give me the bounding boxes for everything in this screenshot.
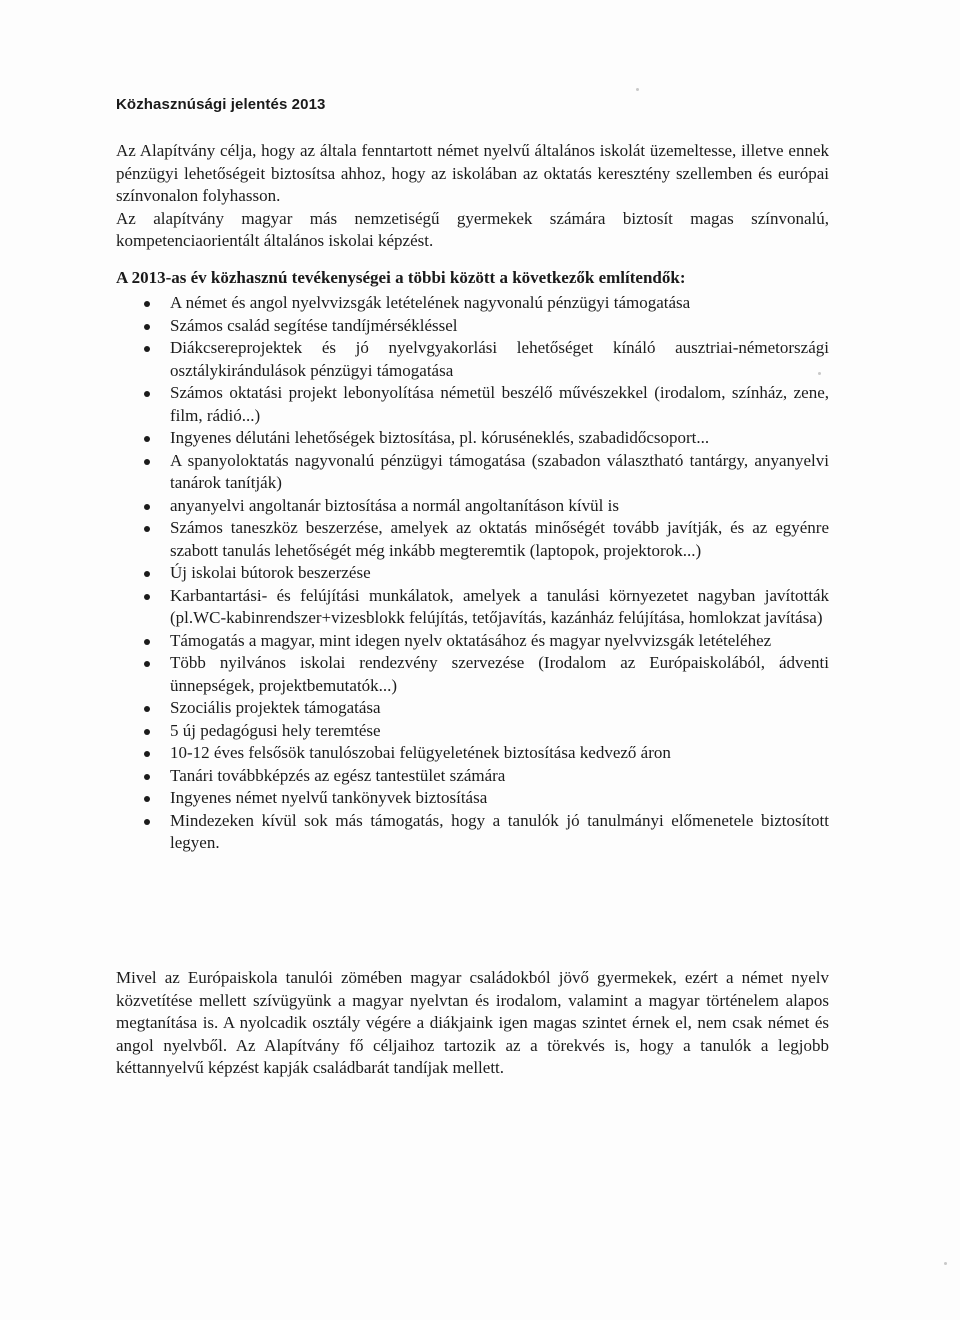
activities-heading: A 2013-as év közhasznú tevékenységei a többi között a következők említendők:: [116, 268, 686, 287]
list-item-text: Támogatás a magyar, mint idegen nyelv oktatásához és magyar nyelvvizsgák letételéhez: [170, 630, 772, 650]
bullet-icon: [144, 459, 150, 465]
intro-section: [116, 140, 829, 253]
closing-paragraph: Mivel az Európaiskola tanulói zömében magyar családokból jövő gyermekek, ezért a német nyelv közvetítése mellett szívügyünk a magyar nyelvtan és irodalom, valamint a magyar történelem alapos megtanítása is. A nyolcadik osztály végére a diákjaink igen magas szintet érnek el, nem csak német és angol nyelvből. Az Alapítvány fő céljaihoz tartozik az a törekvés is, hogy a tanulók a legjobb kéttannyelvű képzést kapják családbarát tandíjak mellett.: [116, 968, 829, 1077]
list-item-text: Számos család segítése tandíjmérsékléssel: [170, 315, 458, 335]
list-item-text: Tanári továbbképzés az egész tantestület számára: [170, 765, 506, 785]
bullet-icon: [144, 526, 150, 532]
list-item-text: Több nyilvános iskolai rendezvény szervezése (Irodalom az Európaiskolából, ádventi ünnepségek, projektbemutatók...): [170, 653, 829, 695]
list-item: [116, 562, 829, 585]
list-item: [116, 495, 829, 518]
bullet-icon: [144, 774, 150, 780]
activities-list: [116, 292, 829, 855]
list-item: [116, 315, 829, 338]
bullet-icon: [144, 751, 150, 757]
list-item-text: Új iskolai bútorok beszerzése: [170, 563, 371, 582]
list-item: [116, 787, 829, 810]
list-item: [116, 742, 829, 765]
list-item-text: Ingyenes német nyelvű tankönyvek biztosítása: [170, 788, 488, 807]
intro-paragraph: Az alapítvány magyar más nemzetiségű gyermekek számára biztosít magas színvonalú, kompetenciaorientált általános iskolai képzést.: [116, 208, 829, 250]
scan-speck: [944, 1262, 947, 1265]
list-item-text: Mindezeken kívül sok más támogatás, hogy a tanulók jó tanulmányi előmenetele biztosított legyen.: [170, 810, 829, 852]
bullet-icon: [144, 504, 150, 510]
list-item-text: 5 új pedagógusi hely teremtése: [170, 720, 381, 740]
list-item: [116, 697, 829, 720]
list-item-text: Számos oktatási projekt lebonyolítása németül beszélő művészekkel (irodalom, színház, zene, film, rádió...): [170, 383, 829, 425]
list-item-text: A spanyoloktatás nagyvonalú pénzügyi támogatása (szabadon választható tantárgy, anyanyelvi tanárok tanítják): [170, 450, 829, 492]
list-item: [116, 585, 829, 630]
bullet-icon: [144, 796, 150, 802]
bullet-icon: [144, 661, 150, 667]
list-item: [116, 652, 829, 697]
bullet-icon: [144, 391, 150, 397]
list-item-text: Karbantartási- és felújítási munkálatok, amelyek a tanulási környezetet nagyban javították (pl.WC-kabinrendszer+vizesblokk felújítás, tetőjavítás, kazánház felújítása, homlokzat javítása): [170, 585, 829, 627]
list-item-text: 10-12 éves felsősök tanulószobai felügyeletének biztosítása kedvező áron: [170, 743, 671, 762]
bullet-icon: [144, 594, 150, 600]
list-item: [116, 630, 829, 653]
list-item: [116, 720, 829, 743]
bullet-icon: [144, 324, 150, 330]
list-item-text: Ingyenes délutáni lehetőségek biztosítása, pl. kóruséneklés, szabadidőcsoport...: [170, 428, 710, 447]
bullet-icon: [144, 639, 150, 645]
list-item: [116, 450, 829, 495]
bullet-icon: [144, 436, 150, 442]
document-title: Közhasznúsági jelentés 2013: [116, 96, 326, 113]
bullet-icon: [144, 301, 150, 307]
bullet-icon: [144, 346, 150, 352]
scan-speck: [818, 372, 821, 375]
list-item-text: Szociális projektek támogatása: [170, 698, 381, 717]
list-item: [116, 517, 829, 562]
bullet-icon: [144, 729, 150, 735]
bullet-icon: [144, 819, 150, 825]
list-item: [116, 337, 829, 382]
bullet-icon: [144, 706, 150, 712]
list-item: [116, 292, 829, 315]
list-item: [116, 765, 829, 788]
list-item-text: Számos taneszköz beszerzése, amelyek az oktatás minőségét tovább javítják, és az egyénre szabott tanulás lehetőségét még inkább megteremtik (laptopok, projektorok...): [170, 518, 829, 560]
bullet-icon: [144, 571, 150, 577]
list-item-text: anyanyelvi angoltanár biztosítása a normál angoltanításon kívül is: [170, 495, 619, 515]
scan-speck: [636, 88, 639, 91]
list-item: [116, 382, 829, 427]
list-item-text: A német és angol nyelvvizsgák letételének nagyvonalú pénzügyi támogatása: [170, 293, 691, 312]
intro-paragraph: Az Alapítvány célja, hogy az általa fenntartott német nyelvű általános iskolát üzemeltesse, illetve ennek pénzügyi lehetőségeit biztosítsa ahhoz, hogy az iskolában az oktatás keresztény szellemben és európai színvonalon folyhasson.: [116, 141, 829, 205]
list-item-text: Diákcsereprojektek és jó nyelvgyakorlási lehetőséget kínáló ausztriai-németországi osztálykirándulások pénzügyi támogatása: [170, 338, 829, 380]
list-item: [116, 427, 829, 450]
list-item: [116, 810, 829, 855]
